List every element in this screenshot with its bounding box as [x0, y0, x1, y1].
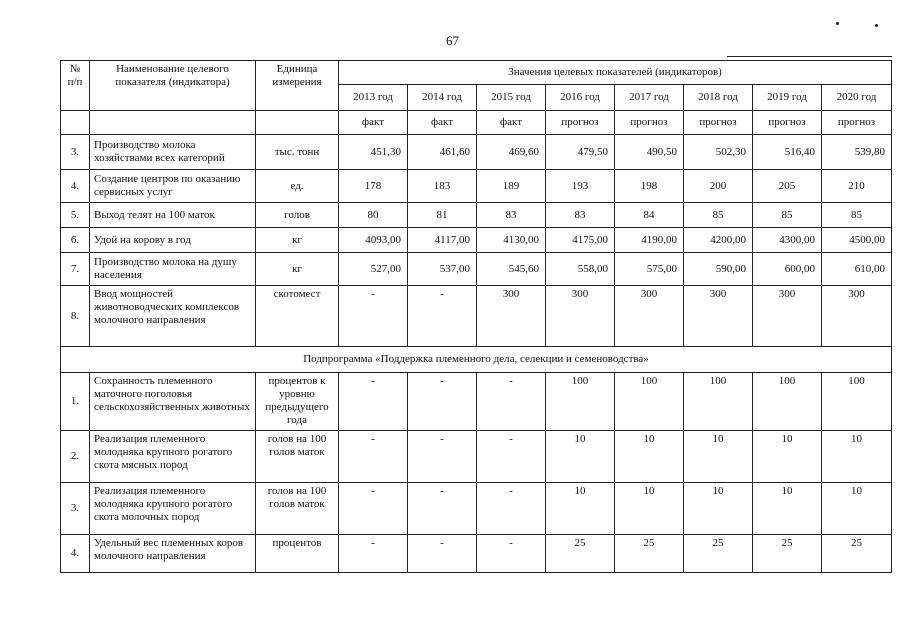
indicator-value: 537,00: [408, 253, 477, 286]
indicator-value: -: [339, 373, 408, 431]
row-number: 8.: [61, 286, 90, 347]
indicator-unit: кг: [256, 228, 339, 253]
indicator-value: 198: [615, 170, 684, 203]
indicator-value: 300: [615, 286, 684, 347]
header-rule: [727, 56, 892, 57]
table-body: [61, 61, 892, 573]
indicator-value: 10: [822, 431, 892, 483]
indicator-value: 4117,00: [408, 228, 477, 253]
indicator-value: 100: [684, 373, 753, 431]
indicator-value: -: [477, 535, 546, 573]
indicator-value: 300: [822, 286, 892, 347]
year-header: 2020 год: [822, 85, 892, 111]
indicator-value: -: [339, 535, 408, 573]
indicator-value: 25: [753, 535, 822, 573]
indicator-value: 200: [684, 170, 753, 203]
indicator-value: -: [477, 483, 546, 535]
kinds-blank: [61, 111, 90, 135]
indicator-unit: процентов к уровню предыдущего года: [256, 373, 339, 431]
indicator-name: Сохранность племенного маточного поголовья сельскохозяйственных животных: [90, 373, 256, 431]
indicator-unit: тыс. тонн: [256, 135, 339, 170]
indicator-value: 539,80: [822, 135, 892, 170]
indicator-unit: скотомест: [256, 286, 339, 347]
indicator-value: 178: [339, 170, 408, 203]
indicator-unit: голов: [256, 203, 339, 228]
table-row: [61, 431, 892, 483]
indicator-value: 4500,00: [822, 228, 892, 253]
indicator-value: 4190,00: [615, 228, 684, 253]
indicator-value: 10: [822, 483, 892, 535]
year-header: 2019 год: [753, 85, 822, 111]
row-number: 7.: [61, 253, 90, 286]
indicator-value: 193: [546, 170, 615, 203]
indicator-value: 10: [615, 483, 684, 535]
row-number: 4.: [61, 170, 90, 203]
indicator-value: 545,60: [477, 253, 546, 286]
unit-header: Единица измерения: [256, 61, 339, 111]
indicator-value: 527,00: [339, 253, 408, 286]
indicators-table: [60, 60, 892, 573]
indicator-name: Ввод мощностей животноводческих комплексов молочного направления: [90, 286, 256, 347]
indicator-value: 83: [477, 203, 546, 228]
kind-header: прогноз: [546, 111, 615, 135]
row-number: 5.: [61, 203, 90, 228]
indicator-value: 479,50: [546, 135, 615, 170]
row-number: 1.: [61, 373, 90, 431]
indicator-value: 81: [408, 203, 477, 228]
table-row: [61, 135, 892, 170]
indicator-value: 300: [477, 286, 546, 347]
indicator-unit: кг: [256, 253, 339, 286]
indicator-value: 469,60: [477, 135, 546, 170]
indicator-value: 600,00: [753, 253, 822, 286]
indicator-value: 10: [684, 431, 753, 483]
row-number: 2.: [61, 431, 90, 483]
table-row: [61, 170, 892, 203]
indicator-unit: процентов: [256, 535, 339, 573]
table-row: [61, 535, 892, 573]
indicator-value: 10: [546, 483, 615, 535]
indicator-value: -: [408, 431, 477, 483]
indicator-name: Реализация племенного молодняка крупного рогатого скота молочных пород: [90, 483, 256, 535]
name-header: Наименование целевого показателя (индикатора): [90, 61, 256, 111]
indicator-value: 85: [684, 203, 753, 228]
indicator-value: 10: [615, 431, 684, 483]
indicator-value: 461,60: [408, 135, 477, 170]
kind-header: прогноз: [684, 111, 753, 135]
indicator-value: 4175,00: [546, 228, 615, 253]
indicator-value: -: [477, 431, 546, 483]
indicator-unit: голов на 100 голов маток: [256, 483, 339, 535]
table-row: [61, 483, 892, 535]
indicator-value: 10: [753, 431, 822, 483]
indicator-name: Производство молока хозяйствами всех категорий: [90, 135, 256, 170]
indicator-unit: голов на 100 голов маток: [256, 431, 339, 483]
indicator-value: 205: [753, 170, 822, 203]
indicator-value: 25: [546, 535, 615, 573]
indicator-value: 451,30: [339, 135, 408, 170]
indicator-value: 84: [615, 203, 684, 228]
indicator-value: 85: [822, 203, 892, 228]
indicator-value: 516,40: [753, 135, 822, 170]
indicator-value: 10: [753, 483, 822, 535]
indicator-value: 25: [822, 535, 892, 573]
values-header: Значения целевых показателей (индикаторов): [339, 61, 892, 85]
indicator-value: -: [477, 373, 546, 431]
kinds-blank: [90, 111, 256, 135]
year-header: 2014 год: [408, 85, 477, 111]
indicator-name: Производство молока на душу населения: [90, 253, 256, 286]
indicator-value: 85: [753, 203, 822, 228]
kind-header: факт: [408, 111, 477, 135]
indicator-value: 300: [753, 286, 822, 347]
scan-speck: [875, 24, 878, 27]
indicator-value: 183: [408, 170, 477, 203]
indicator-value: 80: [339, 203, 408, 228]
row-number: 3.: [61, 483, 90, 535]
indicator-value: 25: [684, 535, 753, 573]
indicator-value: 210: [822, 170, 892, 203]
indicator-value: -: [339, 286, 408, 347]
indicator-name: Создание центров по оказанию сервисных услуг: [90, 170, 256, 203]
scan-speck: [836, 22, 839, 25]
indicator-value: 4200,00: [684, 228, 753, 253]
table-row: [61, 228, 892, 253]
kind-header: прогноз: [822, 111, 892, 135]
indicator-value: -: [408, 286, 477, 347]
indicator-value: 83: [546, 203, 615, 228]
year-header: 2015 год: [477, 85, 546, 111]
table-row: [61, 373, 892, 431]
indicator-value: 4300,00: [753, 228, 822, 253]
kind-header: факт: [477, 111, 546, 135]
year-header: 2016 год: [546, 85, 615, 111]
indicator-value: 558,00: [546, 253, 615, 286]
year-header: 2017 год: [615, 85, 684, 111]
indicator-unit: ед.: [256, 170, 339, 203]
subprogram-title: Подпрограмма «Поддержка племенного дела, селекции и семеноводства»: [61, 347, 892, 373]
indicator-name: Удельный вес племенных коров молочного направления: [90, 535, 256, 573]
indicator-value: 100: [615, 373, 684, 431]
indicator-value: 100: [822, 373, 892, 431]
indicator-value: 4093,00: [339, 228, 408, 253]
kind-header: факт: [339, 111, 408, 135]
indicator-value: 490,50: [615, 135, 684, 170]
indicator-value: -: [408, 483, 477, 535]
table-row: [61, 203, 892, 228]
indicator-value: 502,30: [684, 135, 753, 170]
table-row: [61, 286, 892, 347]
indicator-value: 25: [615, 535, 684, 573]
row-number: 6.: [61, 228, 90, 253]
table-row: [61, 253, 892, 286]
indicator-name: Выход телят на 100 маток: [90, 203, 256, 228]
year-header: 2018 год: [684, 85, 753, 111]
page-number: 67: [446, 33, 459, 48]
row-number: 4.: [61, 535, 90, 573]
kind-header: прогноз: [615, 111, 684, 135]
kind-header: прогноз: [753, 111, 822, 135]
indicator-value: 100: [753, 373, 822, 431]
indicator-name: Реализация племенного молодняка крупного рогатого скота мясных пород: [90, 431, 256, 483]
indicator-value: 610,00: [822, 253, 892, 286]
indicator-value: 575,00: [615, 253, 684, 286]
indicator-value: -: [408, 373, 477, 431]
indicator-value: -: [339, 483, 408, 535]
row-number: 3.: [61, 135, 90, 170]
year-header: 2013 год: [339, 85, 408, 111]
header-row: [61, 61, 892, 85]
indicator-value: 10: [546, 431, 615, 483]
indicator-value: 4130,00: [477, 228, 546, 253]
num-header: № п/п: [61, 61, 90, 111]
indicator-value: 590,00: [684, 253, 753, 286]
kinds-blank: [256, 111, 339, 135]
indicator-value: -: [408, 535, 477, 573]
indicator-value: 300: [546, 286, 615, 347]
indicator-value: -: [339, 431, 408, 483]
indicator-value: 300: [684, 286, 753, 347]
subprogram-row: [61, 347, 892, 373]
kinds-row: [61, 111, 892, 135]
indicator-name: Удой на корову в год: [90, 228, 256, 253]
indicator-value: 189: [477, 170, 546, 203]
indicator-value: 100: [546, 373, 615, 431]
indicator-value: 10: [684, 483, 753, 535]
